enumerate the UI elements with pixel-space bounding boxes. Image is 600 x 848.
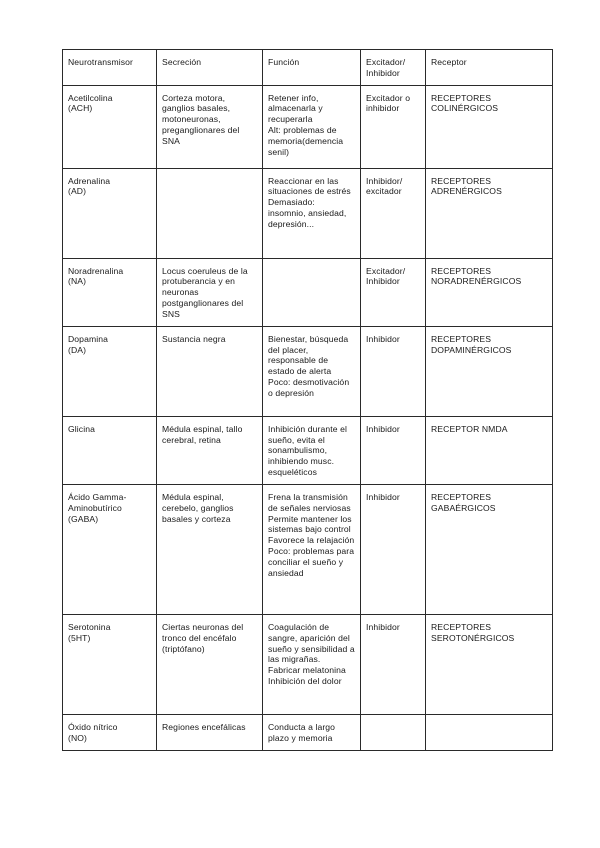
secrecion-cell (157, 85, 263, 168)
secrecion-cell (157, 484, 263, 614)
cell-text: Médula espinal, tallo cerebral, retina (162, 423, 243, 445)
cell-text: RECEPTORES ADRENÉRGICOS (431, 175, 502, 197)
funcion-cell (263, 85, 361, 168)
header-excitador-inhibidor: Excitador/ Inhibidor (361, 50, 426, 86)
neurotransmisor-cell (63, 614, 157, 714)
neurotransmisor-cell (63, 258, 157, 326)
funcion-cell (263, 484, 361, 614)
cell-text: Inhibidor (366, 333, 400, 344)
cell-text: Excitador o inhibidor (366, 92, 411, 114)
neurotransmisor-cell (63, 168, 157, 258)
cell-text: Coagulación de sangre, aparición del sueño y sensibilidad a las migrañas. Fabricar melatonina Inhibición del dolor (268, 621, 355, 687)
excitador-inhibidor-cell (361, 85, 426, 168)
cell-text: Inhibidor/ excitador (366, 175, 403, 197)
header-receptor: Receptor (426, 50, 553, 86)
cell-text: Médula espinal, cerebelo, ganglios basales y corteza (162, 491, 234, 524)
funcion-cell (263, 168, 361, 258)
excitador-inhibidor-cell (361, 714, 426, 750)
table-row (63, 85, 553, 168)
table-row (63, 614, 553, 714)
cell-text: Noradrenalina (NA) (68, 265, 124, 287)
secrecion-cell (157, 168, 263, 258)
cell-text: Sustancia negra (162, 333, 226, 344)
table-row (63, 714, 553, 750)
cell-text: Bienestar, búsqueda del placer, responsable de estado de alerta Poco: desmotivación o depresión (268, 333, 350, 398)
cell-text: Dopamina (DA) (68, 333, 108, 355)
neurotransmisor-cell (63, 484, 157, 614)
secrecion-cell (157, 258, 263, 326)
excitador-inhibidor-cell (361, 168, 426, 258)
cell-text: Ácido Gamma-Aminobutírico (GABA) (68, 491, 127, 524)
cell-text: RECEPTORES SEROTONÉRGICOS (431, 621, 515, 643)
cell-text: Regiones encefálicas (162, 721, 246, 732)
cell-text: Inhibidor (366, 621, 400, 632)
cell-text: Inhibidor (366, 491, 400, 502)
cell-text: Inhibición durante el sueño, evita el sonambulismo, inhibiendo musc. esqueléticos (268, 423, 348, 478)
neurotransmitter-table (62, 49, 553, 751)
receptor-cell (426, 416, 553, 484)
excitador-inhibidor-cell (361, 416, 426, 484)
secrecion-cell (157, 614, 263, 714)
secrecion-cell (157, 416, 263, 484)
cell-text: RECEPTORES COLINÉRGICOS (431, 92, 499, 114)
excitador-inhibidor-cell (361, 614, 426, 714)
header-funcion: Función (263, 50, 361, 86)
receptor-cell (426, 326, 553, 416)
neurotransmisor-cell (63, 85, 157, 168)
table-row (63, 168, 553, 258)
funcion-cell (263, 326, 361, 416)
receptor-cell (426, 258, 553, 326)
receptor-cell (426, 484, 553, 614)
cell-text: Locus coeruleus de la protuberancia y en neuronas postganglionares del SNS (162, 265, 248, 319)
funcion-cell (263, 714, 361, 750)
funcion-cell (263, 416, 361, 484)
header-secrecion: Secreción (157, 50, 263, 86)
table-row (63, 416, 553, 484)
receptor-cell (426, 714, 553, 750)
cell-text: Adrenalina (AD) (68, 175, 111, 197)
cell-text: RECEPTORES NORADRENÉRGICOS (431, 265, 522, 287)
cell-text: Conducta a largo plazo y memoria (268, 721, 336, 743)
receptor-cell (426, 614, 553, 714)
table-row (63, 484, 553, 614)
table-row (63, 326, 553, 416)
cell-text: Excitador/ Inhibidor (366, 265, 406, 287)
secrecion-cell (157, 714, 263, 750)
neurotransmisor-cell (63, 714, 157, 750)
excitador-inhibidor-cell (361, 326, 426, 416)
cell-text: RECEPTORES GABAÉRGICOS (431, 491, 496, 513)
table-row (63, 258, 553, 326)
neurotransmisor-cell (63, 326, 157, 416)
cell-text: Reaccionar en las situaciones de estrés Demasiado: insomnio, ansiedad, depresión... (268, 175, 351, 229)
cell-text: Glicina (68, 423, 95, 434)
excitador-inhibidor-cell (361, 258, 426, 326)
cell-text: RECEPTOR NMDA (431, 423, 508, 434)
cell-text: Serotonina (5HT) (68, 621, 111, 643)
cell-text: Ciertas neuronas del tronco del encéfalo (triptófano) (162, 621, 244, 654)
cell-text: Corteza motora, ganglios basales, motoneuronas, preganglionares del SNA (162, 92, 240, 146)
cell-text: Óxido nítrico (NO) (68, 721, 118, 743)
neurotransmisor-cell (63, 416, 157, 484)
header-neurotransmisor: Neurotransmisor (63, 50, 157, 86)
excitador-inhibidor-cell (361, 484, 426, 614)
receptor-cell (426, 85, 553, 168)
secrecion-cell (157, 326, 263, 416)
cell-text: Retener info, almacenarla y recuperarla Alt: problemas de memoria(demencia senil) (268, 92, 344, 157)
funcion-cell (263, 258, 361, 326)
funcion-cell (263, 614, 361, 714)
cell-text: RECEPTORES DOPAMINÉRGICOS (431, 333, 512, 355)
cell-text: Frena la transmisión de señales nerviosas Permite mantener los sistemas bajo control Favorece la relajación Poco: problemas para conciliar el sueño y ansiedad (268, 491, 355, 578)
cell-text: Inhibidor (366, 423, 400, 434)
table-header-row (63, 50, 553, 86)
cell-text: Acetilcolina (ACH) (68, 92, 113, 114)
receptor-cell (426, 168, 553, 258)
